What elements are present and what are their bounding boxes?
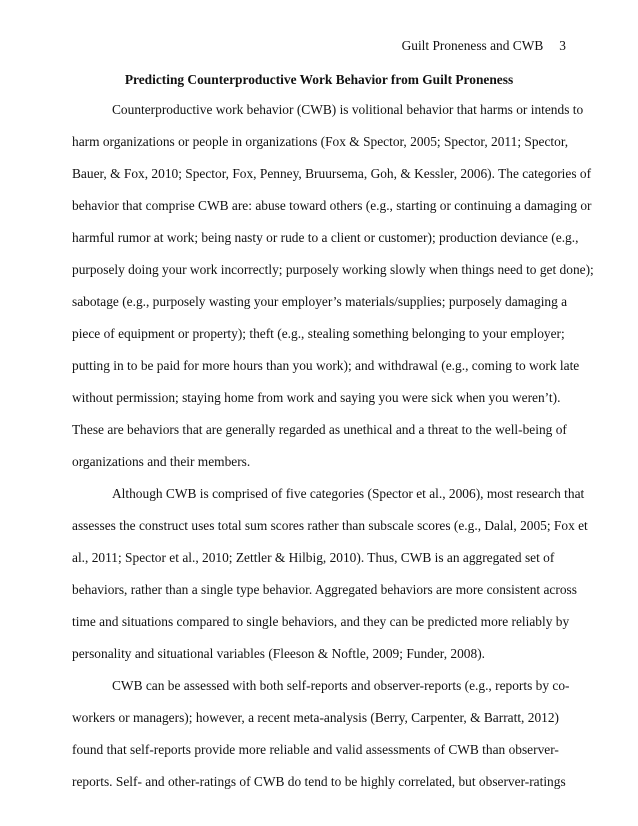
text-line: purposely doing your work incorrectly; purposely working slowly when things need to get done); xyxy=(72,262,594,277)
text-line: time and situations compared to single behaviors, and they can be predicted more reliably by xyxy=(72,614,570,629)
paper-title: Predicting Counterproductive Work Behavior from Guilt Proneness xyxy=(124,72,514,87)
text-line: harmful rumor at work; being nasty or rude to a client or customer); production deviance (e.g., xyxy=(72,230,579,245)
text-line: al., 2011; Spector et al., 2010; Zettler & Hilbig, 2010). Thus, CWB is an aggregated set of xyxy=(72,550,555,565)
text-line: behaviors, rather than a single type behavior. Aggregated behaviors are more consistent across xyxy=(72,582,577,597)
text-line: found that self-reports provide more reliable and valid assessments of CWB than observer- xyxy=(72,742,559,757)
page-number: 3 xyxy=(559,38,566,53)
text-line: CWB can be assessed with both self-reports and observer-reports (e.g., reports by co- xyxy=(112,678,570,693)
text-line: Bauer, & Fox, 2010; Spector, Fox, Penney, Bruursema, Goh, & Kessler, 2006). The categories of xyxy=(72,166,592,181)
text-line: personality and situational variables (Fleeson & Noftle, 2009; Funder, 2008). xyxy=(72,646,486,661)
running-head-title: Guilt Proneness and CWB xyxy=(401,38,544,53)
text-line: piece of equipment or property); theft (e.g., stealing something belonging to your employer; xyxy=(72,326,565,341)
text-line: reports. Self- and other-ratings of CWB do tend to be highly correlated, but observer-ratings xyxy=(72,774,566,789)
text-line: Although CWB is comprised of five categories (Spector et al., 2006), most research that xyxy=(112,486,585,501)
text-line: These are behaviors that are generally regarded as unethical and a threat to the well-being of xyxy=(72,422,567,437)
text-line: Counterproductive work behavior (CWB) is volitional behavior that harms or intends to xyxy=(112,102,584,117)
text-line: behavior that comprise CWB are: abuse toward others (e.g., starting or continuing a damaging or xyxy=(72,198,592,213)
text-line: organizations and their members. xyxy=(72,454,251,469)
text-line: sabotage (e.g., purposely wasting your employer’s materials/supplies; purposely damaging a xyxy=(72,294,568,309)
text-line: without permission; staying home from work and saying you were sick when you weren’t). xyxy=(72,390,561,405)
text-line: assesses the construct uses total sum scores rather than subscale scores (e.g., Dalal, 2005; Fox et xyxy=(72,518,588,533)
running-head xyxy=(402,38,566,54)
text-line: workers or managers); however, a recent meta-analysis (Berry, Carpenter, & Barratt, 2012) xyxy=(72,710,559,725)
text-line: harm organizations or people in organizations (Fox & Spector, 2005; Spector, 2011; Spector, xyxy=(72,134,569,149)
text-line: putting in to be paid for more hours than you work); and withdrawal (e.g., coming to work late xyxy=(72,358,580,373)
